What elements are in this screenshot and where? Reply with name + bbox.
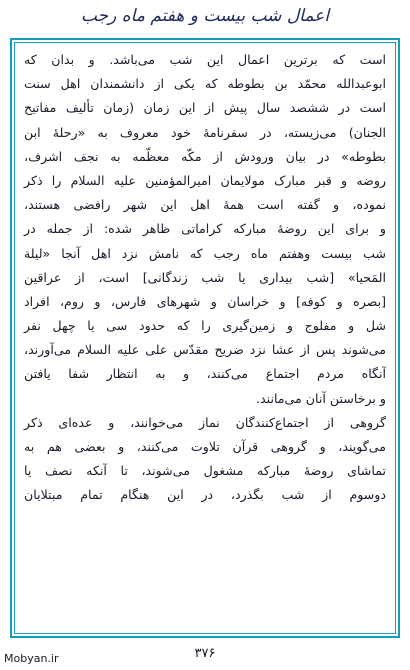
text-line: نموده، و گفته است همهٔ اهل این شهر رافضی هستند، xyxy=(24,197,386,213)
page-header-title: اعمال شب بیست و هفتم ماه رجب xyxy=(80,6,330,26)
text-line: است که برترین اعمال این شب می‌باشد. و بدان که xyxy=(24,52,386,67)
watermark: Mobyan.ir xyxy=(4,652,59,665)
text-line: روضه و قبر مبارک مولایمان امیرالمؤمنین علیه السلام را ذکر xyxy=(24,172,386,188)
body-text xyxy=(24,48,386,508)
text-line: آنگاه مردم اجتماع می‌کنند، و به انتظار شفا یافتن xyxy=(24,366,386,382)
text-line: می‌شوند پس از عشا نزد ضریح مقدّس علی علیه السلام می‌آورند، xyxy=(24,342,386,358)
text-line: و برخاستن آنان می‌مانند. xyxy=(256,390,386,406)
text-line: بطوطه» در بیان ورودش از مکّه معظّمه به نجف اشرف، xyxy=(24,148,386,164)
text-line: المَحیا» [شب بیداری یا شب زندگانی] است، از عراقین xyxy=(24,269,386,285)
text-line: ابوعبدالله محمّد بن بطوطه که یکی از دانشمندان اهل سنت xyxy=(24,76,386,92)
page-number: ۳۷۶ xyxy=(194,646,216,661)
text-line: تماشای روضهٔ مبارکه مشغول می‌شوند، تا آنکه نصف یا xyxy=(24,463,386,479)
text-line: شب بیست وهفتم ماه رجب که نامش نزد اهل آنجا «لیلة xyxy=(24,245,386,261)
text-line: [بصره و کوفه] و خراسان و شهرهای فارس، و روم، افراد xyxy=(24,293,386,309)
text-line: گروهی از اجتماع‌کنندگان نماز می‌خوانند، و عده‌ای ذکر xyxy=(24,414,386,430)
text-line: و برای این روضهٔ مبارکه کراماتی ظاهر شده: از جمله در xyxy=(24,221,386,237)
text-line: شل و مفلوج و زمین‌گیری را که حدود سی یا چهل نفر xyxy=(24,318,386,334)
text-line: الجنان) می‌زیسته، در سفرنامهٔ خود معروف به «رحلهٔ ابن xyxy=(24,124,386,140)
text-line: دوسوم از شب بگذرد، در این هنگام تمام مبتلایان xyxy=(24,487,386,503)
text-line: می‌گویند، و گروهی قرآن تلاوت می‌کنند، و بعضی هم به xyxy=(24,439,386,454)
text-line: است در ششصد سال پیش از این زمان (زمان تألیف مفاتیح xyxy=(24,100,386,116)
